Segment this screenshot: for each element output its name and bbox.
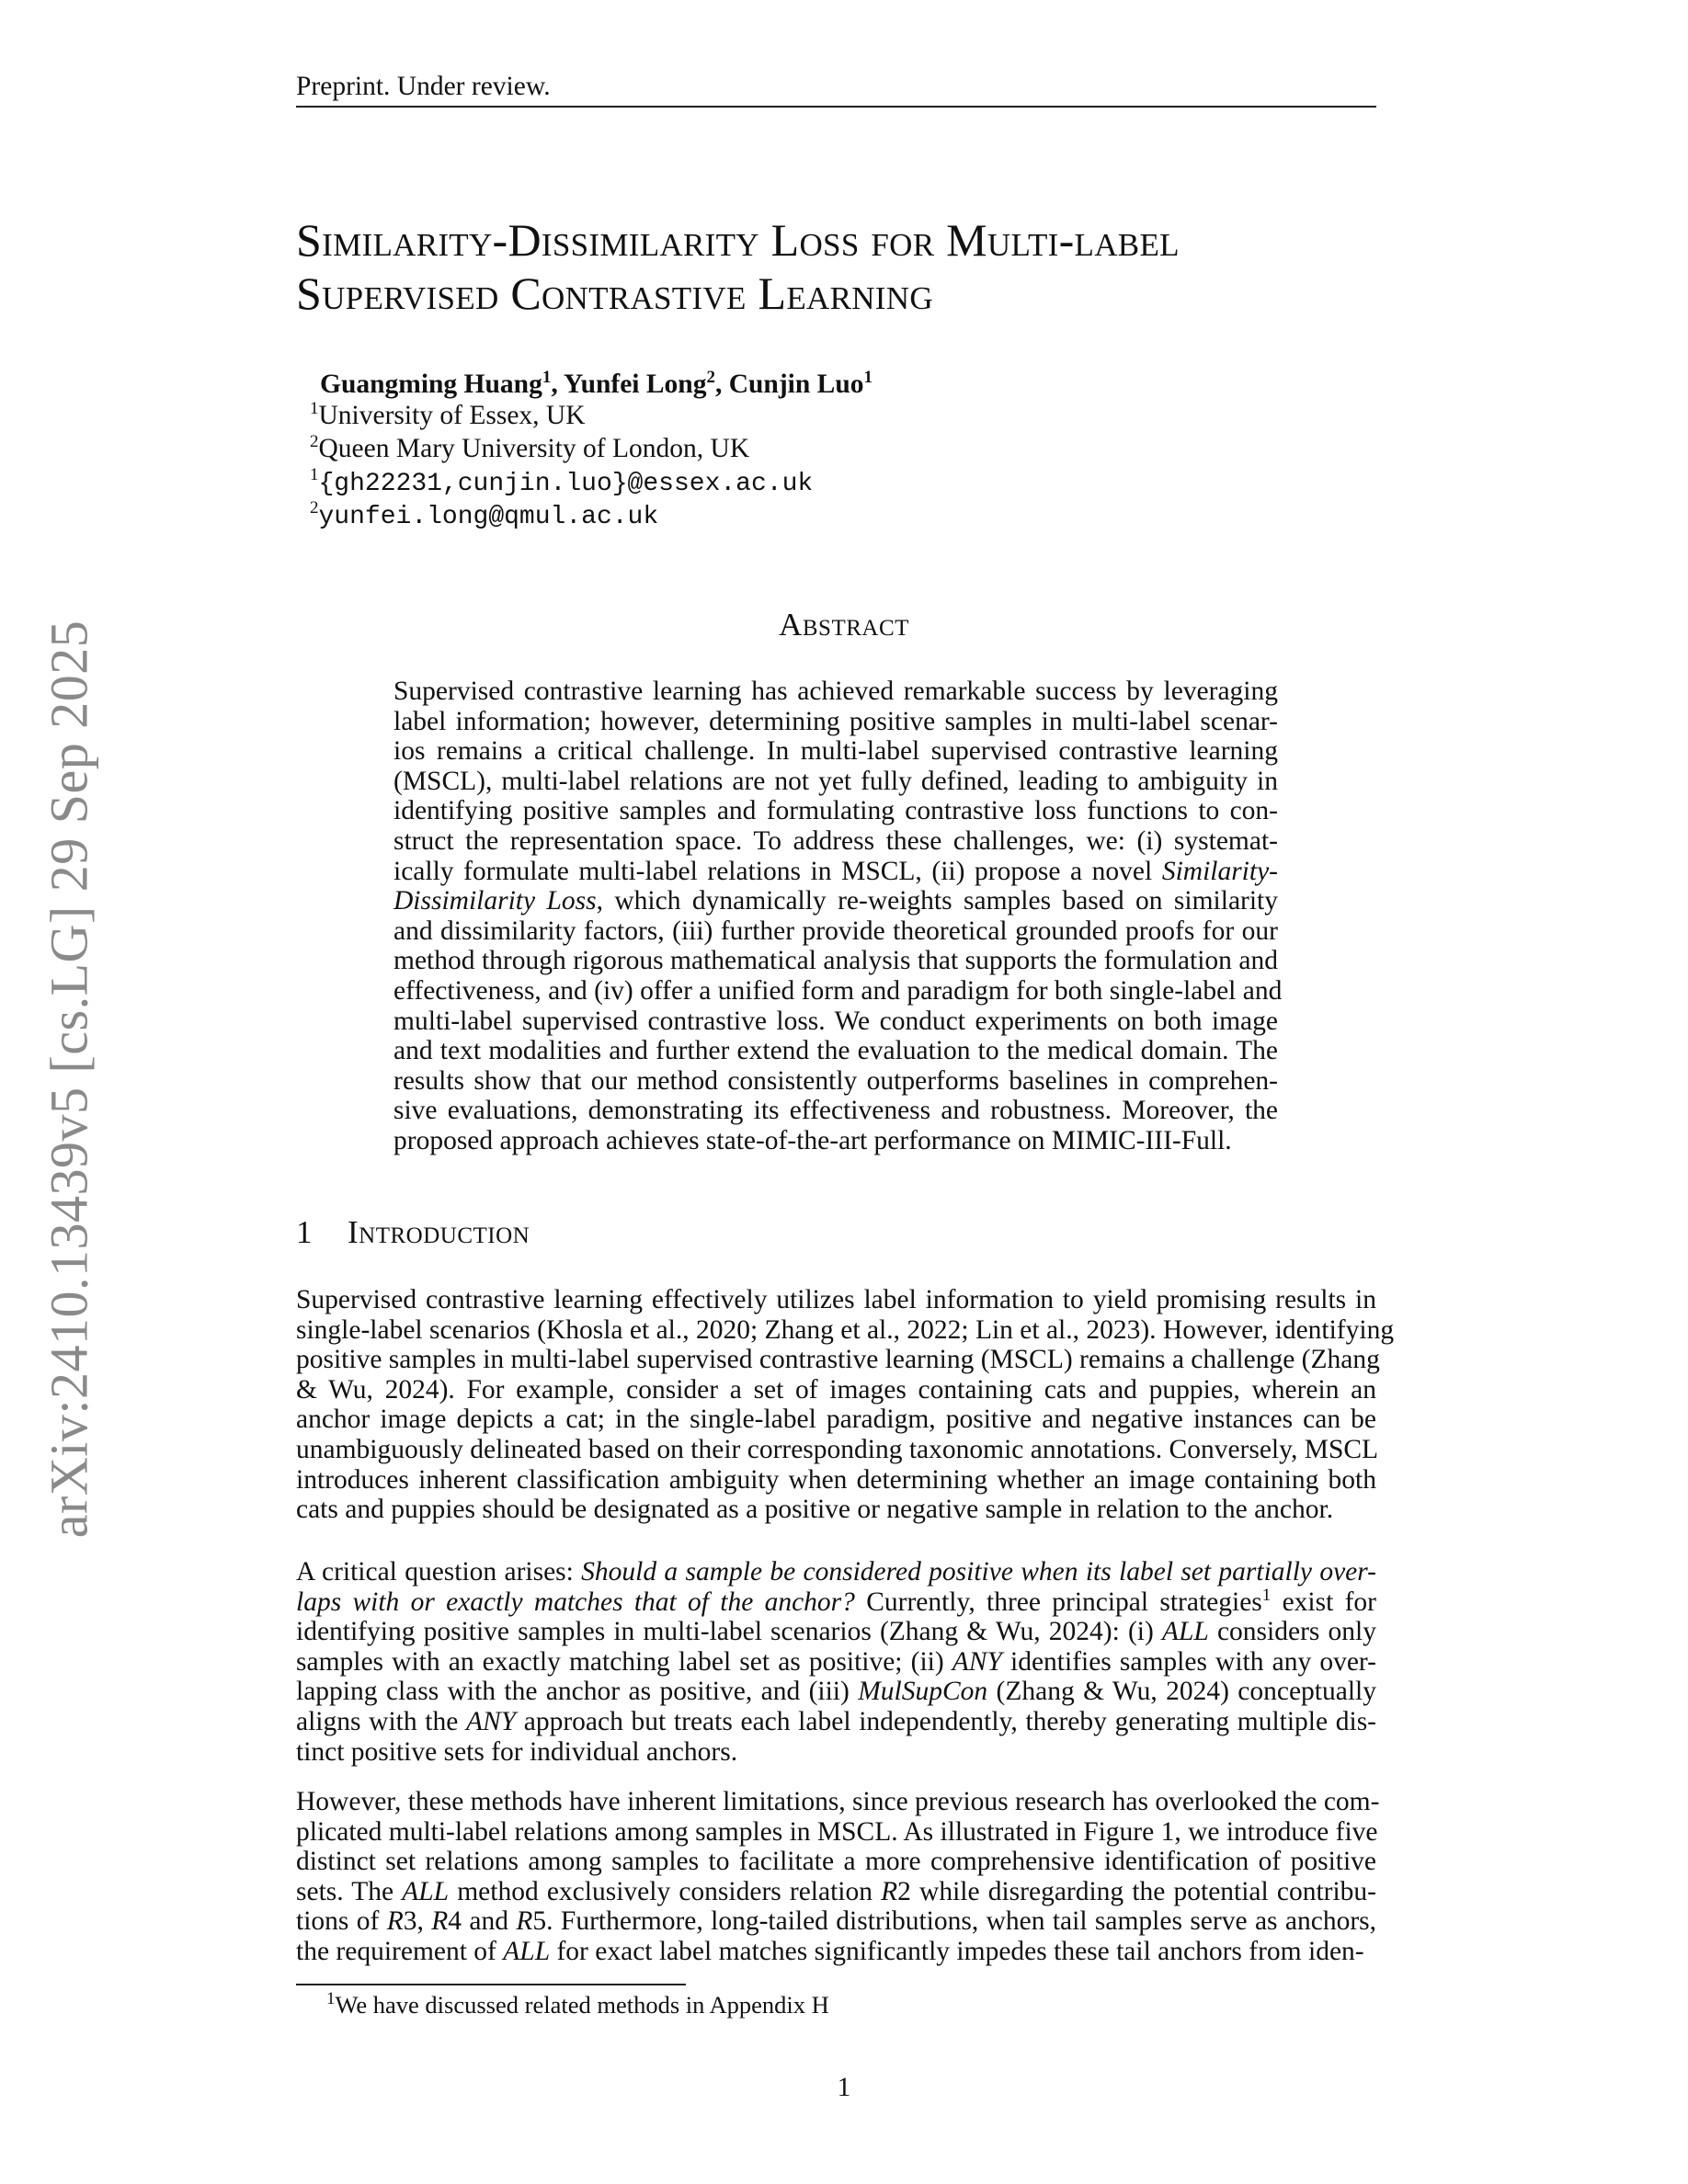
text-run: tions of bbox=[296, 1906, 387, 1937]
text-line bbox=[393, 857, 1278, 887]
text-run: for exact label matches significantly impedes these tail anchors from iden- bbox=[550, 1936, 1364, 1966]
text-run: sets. The bbox=[296, 1876, 403, 1906]
text-line bbox=[296, 1557, 1376, 1587]
emphasis-text: R bbox=[386, 1906, 404, 1937]
footnote-marker: 1 bbox=[326, 1989, 336, 2009]
affiliation-marker: 2 bbox=[310, 432, 319, 452]
text-line bbox=[296, 1937, 1376, 1967]
running-header: Preprint. Under review. bbox=[296, 72, 551, 101]
section-heading-introduction bbox=[296, 1214, 530, 1251]
author-list bbox=[320, 370, 873, 400]
text-line bbox=[296, 1647, 1376, 1678]
affiliation-marker: 1 bbox=[310, 465, 319, 485]
footnote-text: We have discussed related methods in Appendix H bbox=[335, 1991, 829, 2019]
emphasis-text: laps with or exactly matches that of the anchor? bbox=[296, 1587, 855, 1617]
email-text[interactable]: {gh22231,cunjin.luo}@essex.ac.uk bbox=[318, 470, 814, 498]
text-run: Supervised contrastive learning effectively utilizes label information to yield promising results in bbox=[296, 1285, 1376, 1314]
text-run: ically formulate multi-label relations in MSCL, (ii) propose a novel bbox=[393, 856, 1162, 886]
text-run: multi-label supervised contrastive loss. We conduct experiments on both image bbox=[393, 1006, 1278, 1036]
section-number: 1 bbox=[296, 1214, 313, 1250]
paper-title bbox=[296, 213, 1399, 320]
text-line bbox=[393, 1126, 1278, 1156]
text-line bbox=[296, 1707, 1376, 1737]
text-line bbox=[296, 1285, 1376, 1315]
emphasis-text: ANY bbox=[465, 1706, 517, 1736]
text-line bbox=[393, 1007, 1278, 1037]
text-run: 4 and bbox=[448, 1906, 517, 1937]
text-run: lapping class with the anchor as positive, and (iii) bbox=[296, 1677, 859, 1707]
author-separator: , bbox=[714, 370, 729, 399]
arxiv-identifier-sidebar: arXiv:2410.13439v5 [cs.LG] 29 Sep 2025 bbox=[39, 620, 99, 1539]
text-run: single-label scenarios (Khosla et al., 2020; Zhang et al., 2022; Lin et al., 2023). However, identifying bbox=[296, 1314, 1395, 1345]
author-separator: , bbox=[551, 370, 564, 399]
title-line-2: Supervised Contrastive Learning bbox=[296, 267, 933, 319]
text-line bbox=[296, 1345, 1380, 1375]
page-number: 1 bbox=[837, 2073, 851, 2102]
title-line-1: Similarity-Dissimilarity Loss for Multi-label bbox=[296, 214, 1180, 266]
text-run: unambiguously delineated based on their corresponding taxonomic annotations. Conversely, MSCL bbox=[296, 1434, 1379, 1464]
text-run: 5. Furthermore, long-tailed distributions, when tail samples serve as anchors, bbox=[532, 1906, 1377, 1937]
text-line bbox=[393, 826, 1278, 857]
text-line bbox=[296, 1847, 1376, 1877]
text-run: ios remains a critical challenge. In multi-label supervised contrastive learning bbox=[393, 736, 1278, 767]
text-line bbox=[296, 1787, 1380, 1817]
text-line bbox=[393, 796, 1278, 826]
text-run: exist for bbox=[1271, 1587, 1376, 1617]
text-line bbox=[296, 1677, 1376, 1707]
text-run: results show that our method consistently outperforms baselines in comprehen- bbox=[393, 1065, 1278, 1096]
header-rule bbox=[296, 106, 1376, 108]
text-run: , which dynamically re-weights samples based on similarity bbox=[596, 886, 1278, 916]
emphasis-text: Dissimilarity Loss bbox=[393, 886, 597, 916]
intro-paragraph-2 bbox=[296, 1557, 1376, 1767]
text-run: identifying positive samples and formulating contrastive loss functions to con- bbox=[393, 796, 1278, 826]
text-run: identifies samples with any over- bbox=[1001, 1646, 1376, 1677]
text-line bbox=[296, 1877, 1376, 1907]
abstract-body bbox=[393, 677, 1283, 1156]
text-run: proposed approach achieves state-of-the-art performance on MIMIC-III-Full. bbox=[393, 1125, 1232, 1155]
text-line bbox=[393, 886, 1278, 916]
affiliation-text: University of Essex, UK bbox=[318, 401, 586, 430]
text-run: A critical question arises: bbox=[296, 1557, 582, 1587]
author-affiliation-marker: 1 bbox=[542, 368, 552, 388]
affiliation bbox=[310, 401, 586, 431]
emphasis-text: R bbox=[881, 1876, 898, 1906]
emphasis-text: Should a sample be considered positive when its label set partially over- bbox=[581, 1557, 1376, 1587]
text-run: identifying positive samples in multi-label scenarios (Zhang & Wu, 2024): (i) bbox=[296, 1617, 1162, 1647]
intro-paragraph-1 bbox=[296, 1285, 1395, 1525]
footnote-reference[interactable]: 1 bbox=[1261, 1585, 1272, 1605]
text-line bbox=[296, 1314, 1395, 1346]
text-line bbox=[393, 736, 1278, 767]
text-run: Supervised contrastive learning has achieved remarkable success by leveraging bbox=[393, 677, 1278, 706]
text-line bbox=[393, 707, 1278, 737]
text-run: approach but treats each label independently, thereby generating multiple dis- bbox=[516, 1706, 1376, 1736]
emphasis-text: R bbox=[516, 1906, 533, 1937]
emphasis-text: Similarity- bbox=[1161, 856, 1278, 886]
affiliation-marker: 2 bbox=[310, 498, 319, 518]
text-line bbox=[393, 1096, 1278, 1126]
emphasis-text: ANY bbox=[952, 1646, 1002, 1677]
text-run: distinct set relations among samples to facilitate a more comprehensive identification of positive bbox=[296, 1847, 1376, 1877]
emphasis-text: R bbox=[431, 1906, 449, 1937]
text-line bbox=[393, 946, 1278, 976]
text-line bbox=[296, 1587, 1376, 1618]
emphasis-text: ALL bbox=[402, 1876, 450, 1906]
text-line bbox=[296, 1405, 1376, 1435]
text-line bbox=[393, 1066, 1278, 1097]
text-line bbox=[393, 1036, 1278, 1066]
affiliation-marker: 1 bbox=[310, 399, 319, 419]
text-run: 3, bbox=[403, 1906, 432, 1937]
emphasis-text: ALL bbox=[1161, 1617, 1209, 1647]
section-title: Introduction bbox=[348, 1214, 530, 1250]
text-line bbox=[296, 1906, 1376, 1937]
text-run: and dissimilarity factors, (iii) further provide theoretical grounded proofs for our bbox=[393, 916, 1278, 946]
text-run: method through rigorous mathematical analysis that supports the formulation and bbox=[393, 946, 1278, 976]
text-line bbox=[296, 1495, 1376, 1525]
text-line bbox=[296, 1375, 1376, 1405]
text-run: effectiveness, and (iv) offer a unified form and paradigm for both single-label and bbox=[393, 975, 1283, 1006]
intro-paragraph-3 bbox=[296, 1787, 1380, 1967]
text-line bbox=[393, 916, 1278, 947]
author-name: Cunjin Luo bbox=[728, 370, 864, 399]
text-line bbox=[393, 767, 1278, 797]
affiliation-text: Queen Mary University of London, UK bbox=[318, 434, 750, 463]
footnote bbox=[326, 1991, 829, 2019]
text-run: & Wu, 2024). For example, consider a set of images containing cats and puppies, wherein an bbox=[296, 1374, 1376, 1405]
text-line bbox=[393, 677, 1278, 707]
text-line bbox=[296, 1737, 1376, 1768]
author-affiliation-marker: 1 bbox=[863, 368, 873, 388]
text-run: 2 while disregarding the potential contribu- bbox=[897, 1876, 1376, 1906]
text-line bbox=[296, 1617, 1376, 1647]
text-run: samples with an exactly matching label set as positive; (ii) bbox=[296, 1646, 952, 1677]
email-text[interactable]: yunfei.long@qmul.ac.uk bbox=[318, 503, 659, 531]
text-run: cats and puppies should be designated as a positive or negative sample in relation to the anchor. bbox=[296, 1495, 1334, 1525]
text-run: method exclusively considers relation bbox=[449, 1876, 882, 1906]
text-run: struct the representation space. To address these challenges, we: (i) systemat- bbox=[393, 825, 1278, 856]
text-run: Currently, three principal strategies bbox=[854, 1587, 1262, 1617]
text-run: the requirement of bbox=[296, 1936, 504, 1966]
author-name: Guangming Huang bbox=[320, 370, 542, 399]
author-email bbox=[310, 467, 813, 498]
text-run: and text modalities and further extend the evaluation to the medical domain. The bbox=[393, 1036, 1278, 1066]
text-run: positive samples in multi-label supervised contrastive learning (MSCL) remains a challenge (Zhang bbox=[296, 1345, 1380, 1375]
author-name: Yunfei Long bbox=[563, 370, 707, 399]
text-run: aligns with the bbox=[296, 1706, 466, 1736]
text-run: (Zhang & Wu, 2024) conceptually bbox=[987, 1677, 1376, 1707]
author-affiliation-marker: 2 bbox=[706, 368, 715, 388]
footnote-rule bbox=[296, 1984, 686, 1985]
affiliation bbox=[310, 434, 749, 464]
emphasis-text: ALL bbox=[503, 1936, 551, 1966]
text-run: plicated multi-label relations among samples in MSCL. As illustrated in Figure 1, we introduce five bbox=[296, 1816, 1378, 1847]
text-run: introduces inherent classification ambiguity when determining whether an image containing both bbox=[296, 1464, 1376, 1495]
text-line bbox=[296, 1434, 1379, 1465]
author-email bbox=[310, 500, 658, 531]
text-line bbox=[296, 1817, 1376, 1848]
text-run: considers only bbox=[1208, 1617, 1376, 1647]
text-run: label information; however, determining positive samples in multi-label scenar- bbox=[393, 706, 1278, 736]
emphasis-text: MulSupCon bbox=[858, 1677, 988, 1707]
text-run: However, these methods have inherent limitations, since previous research has overlooked the com- bbox=[296, 1787, 1380, 1816]
text-line bbox=[393, 975, 1283, 1007]
text-run: anchor image depicts a cat; in the single-label paradigm, positive and negative instances can be bbox=[296, 1405, 1376, 1435]
text-line bbox=[296, 1465, 1376, 1496]
abstract-heading: Abstract bbox=[779, 607, 909, 643]
text-run: (MSCL), multi-label relations are not yet fully defined, leading to ambiguity in bbox=[393, 766, 1278, 796]
text-run: sive evaluations, demonstrating its effectiveness and robustness. Moreover, the bbox=[393, 1096, 1278, 1126]
text-run: tinct positive sets for individual anchors. bbox=[296, 1736, 738, 1767]
